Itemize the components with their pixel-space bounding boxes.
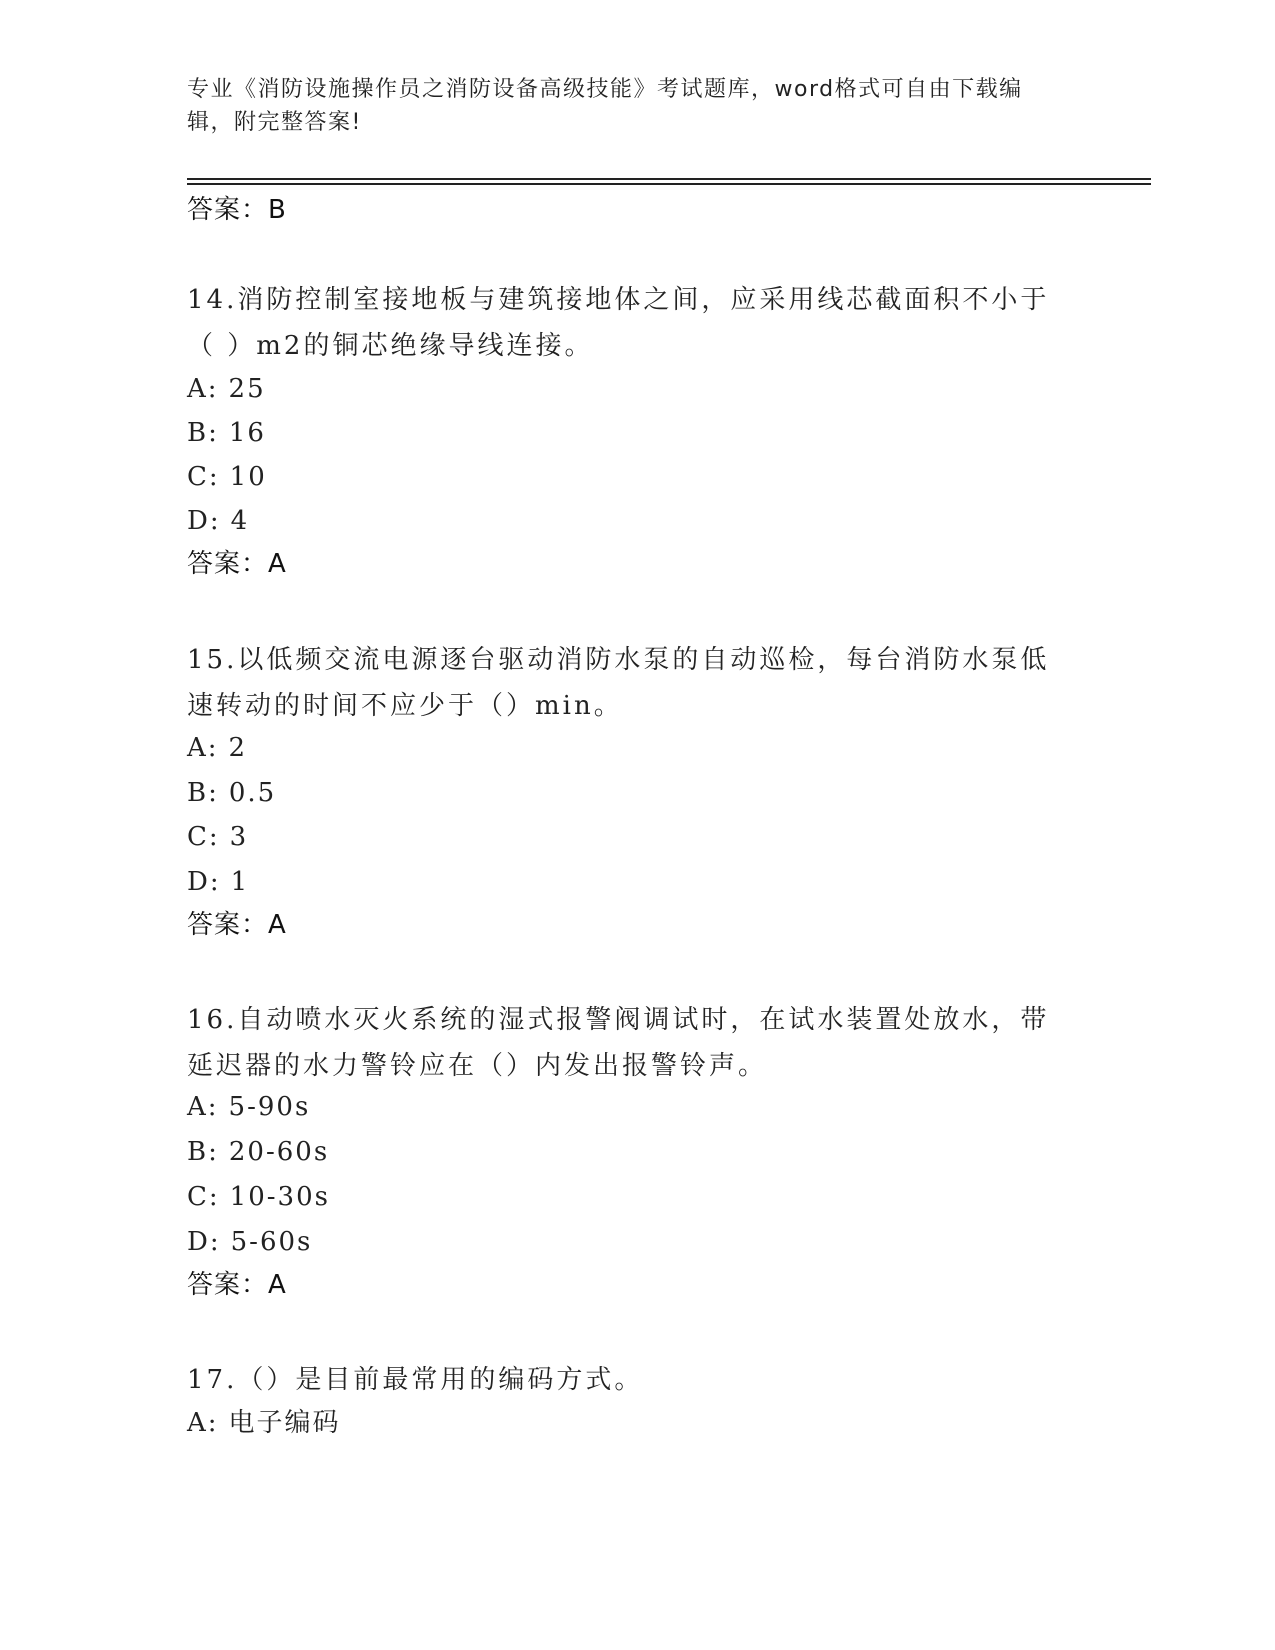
answer-label: 答案：	[187, 910, 269, 940]
option-b: B: 16	[187, 418, 266, 448]
answer-label: 答案：	[187, 549, 269, 579]
option-key: A	[187, 733, 208, 763]
option-key: A	[187, 1408, 208, 1438]
option-d: D: 4	[187, 506, 250, 536]
option-text: 2	[228, 733, 248, 763]
option-a: A: 5-90s	[187, 1092, 311, 1122]
option-text: 20-60s	[228, 1137, 330, 1167]
answer-line	[187, 547, 287, 581]
option-key: C	[187, 1182, 209, 1212]
option-c: C: 10-30s	[187, 1182, 330, 1212]
option-key: A	[187, 374, 208, 404]
question-stem: 14.消防控制室接地板与建筑接地体之间，应采用线芯截面积不小于（ ）m2的铜芯绝缘导线连接。	[187, 285, 1050, 361]
option-text: 16	[228, 418, 266, 448]
answer-line	[187, 193, 287, 227]
option-c: C: 3	[187, 822, 249, 852]
question-stem: 15.以低频交流电源逐台驱动消防水泵的自动巡检，每台消防水泵低速转动的时间不应少于（）min。	[187, 645, 1050, 721]
option-d: D: 1	[187, 867, 250, 897]
option-b: B: 0.5	[187, 778, 277, 808]
answer-line	[187, 1268, 287, 1302]
answer-value: A	[268, 910, 287, 940]
option-text: 0.5	[228, 778, 277, 808]
header-divider	[187, 183, 1151, 185]
option-key: B	[187, 778, 209, 808]
option-text: 5-60s	[230, 1227, 313, 1257]
option-key: D	[187, 1227, 210, 1257]
option-text: 4	[230, 506, 250, 536]
option-key: B	[187, 418, 209, 448]
document-header: 专业《消防设施操作员之消防设备高级技能》考试题库，word格式可自由下载编辑，附完整答案!	[187, 77, 1023, 135]
answer-label: 答案：	[187, 1270, 269, 1300]
option-text: 25	[228, 374, 266, 404]
option-text: 10-30s	[229, 1182, 330, 1212]
option-text: 5-90s	[228, 1092, 311, 1122]
option-key: D	[187, 506, 210, 536]
option-text: 10	[229, 462, 267, 492]
question-stem: 17.（）是目前最常用的编码方式。	[187, 1365, 644, 1395]
option-key: C	[187, 822, 209, 852]
answer-label: 答案：	[187, 195, 269, 225]
option-a: A: 电子编码	[187, 1408, 341, 1438]
answer-line	[187, 908, 287, 942]
option-key: A	[187, 1092, 208, 1122]
option-key: B	[187, 1137, 209, 1167]
option-b: B: 20-60s	[187, 1137, 330, 1167]
option-c: C: 10	[187, 462, 267, 492]
option-a: A: 2	[187, 733, 248, 763]
answer-value: A	[268, 549, 287, 579]
option-key: C	[187, 462, 209, 492]
option-text: 3	[229, 822, 249, 852]
header-divider	[187, 178, 1151, 180]
option-a: A: 25	[187, 374, 266, 404]
option-key: D	[187, 867, 210, 897]
question-stem: 16.自动喷水灭火系统的湿式报警阀调试时，在试水装置处放水，带延迟器的水力警铃应在（）内发出报警铃声。	[187, 1005, 1050, 1081]
answer-value: B	[268, 195, 287, 225]
answer-value: A	[268, 1270, 287, 1300]
option-text: 电子编码	[228, 1408, 341, 1438]
option-d: D: 5-60s	[187, 1227, 313, 1257]
option-text: 1	[230, 867, 250, 897]
